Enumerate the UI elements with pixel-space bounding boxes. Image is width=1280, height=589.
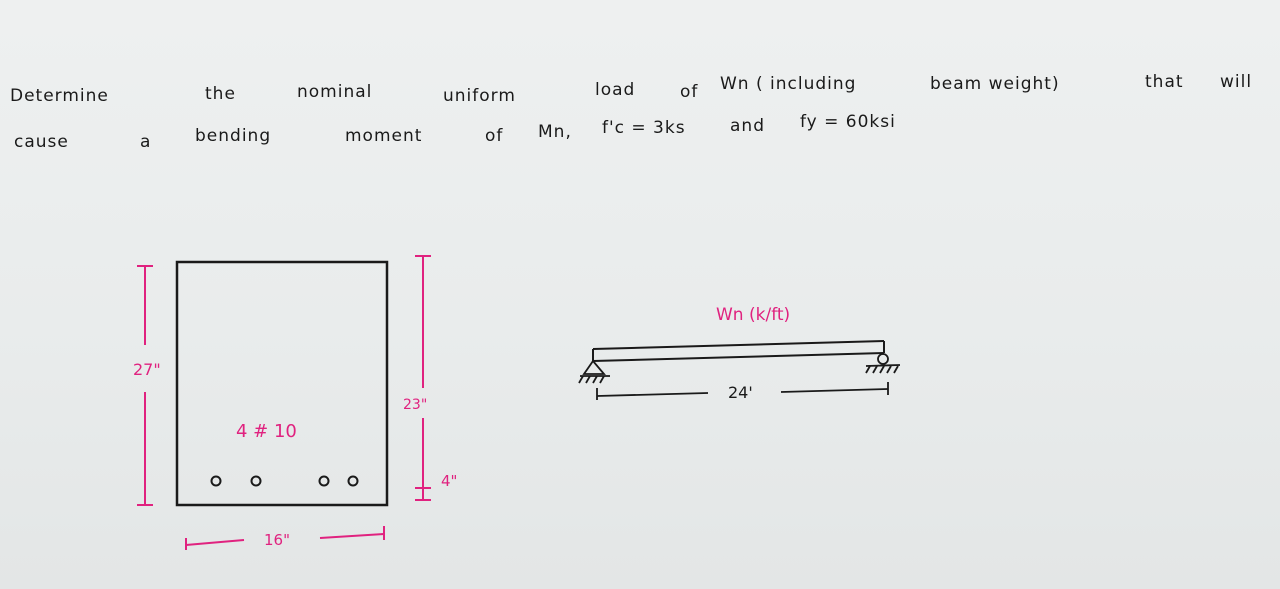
word: Determine (10, 86, 109, 106)
beam-cross-section (177, 262, 387, 505)
word: a (140, 132, 152, 152)
word: load (595, 80, 636, 100)
word: the (205, 84, 236, 104)
word: nominal (297, 82, 373, 102)
dimension-line (186, 540, 244, 545)
beam-bottom-edge (593, 353, 884, 361)
width-label: 16" (264, 531, 290, 549)
section-outline (177, 262, 387, 505)
span-label: 24' (728, 383, 753, 402)
roller-support-icon (866, 354, 900, 373)
distributed-load-label: Wn (k/ft) (716, 305, 791, 325)
effective-depth-dimension (415, 256, 431, 500)
rebar-bar (212, 477, 221, 486)
cover-label: 4" (441, 472, 458, 490)
word: moment (345, 126, 423, 146)
word: that (1145, 72, 1184, 92)
pin-support-icon (579, 361, 610, 383)
effective-depth-label: 23" (403, 397, 428, 413)
word: f'c = 3ks (602, 118, 686, 138)
word: of (485, 126, 504, 146)
word: cause (14, 132, 69, 152)
word: will (1220, 72, 1253, 92)
word: uniform (443, 86, 516, 106)
rebar-bar (252, 477, 261, 486)
simply-supported-beam (579, 305, 900, 402)
reinforcement-label: 4 # 10 (236, 421, 297, 442)
rebar-bar (349, 477, 358, 486)
word: beam weight) (930, 74, 1060, 94)
rebar-bar (320, 477, 329, 486)
height-dimension (137, 266, 153, 505)
word: of (680, 82, 699, 102)
beam-top-edge (593, 341, 884, 349)
word: and (730, 116, 765, 136)
word: bending (195, 126, 272, 146)
dimension-line (320, 534, 384, 538)
height-label: 27" (133, 360, 161, 379)
word: fy = 60ksi (800, 112, 896, 132)
word: Mn, (538, 122, 572, 142)
word: Wn ( including (720, 74, 857, 94)
